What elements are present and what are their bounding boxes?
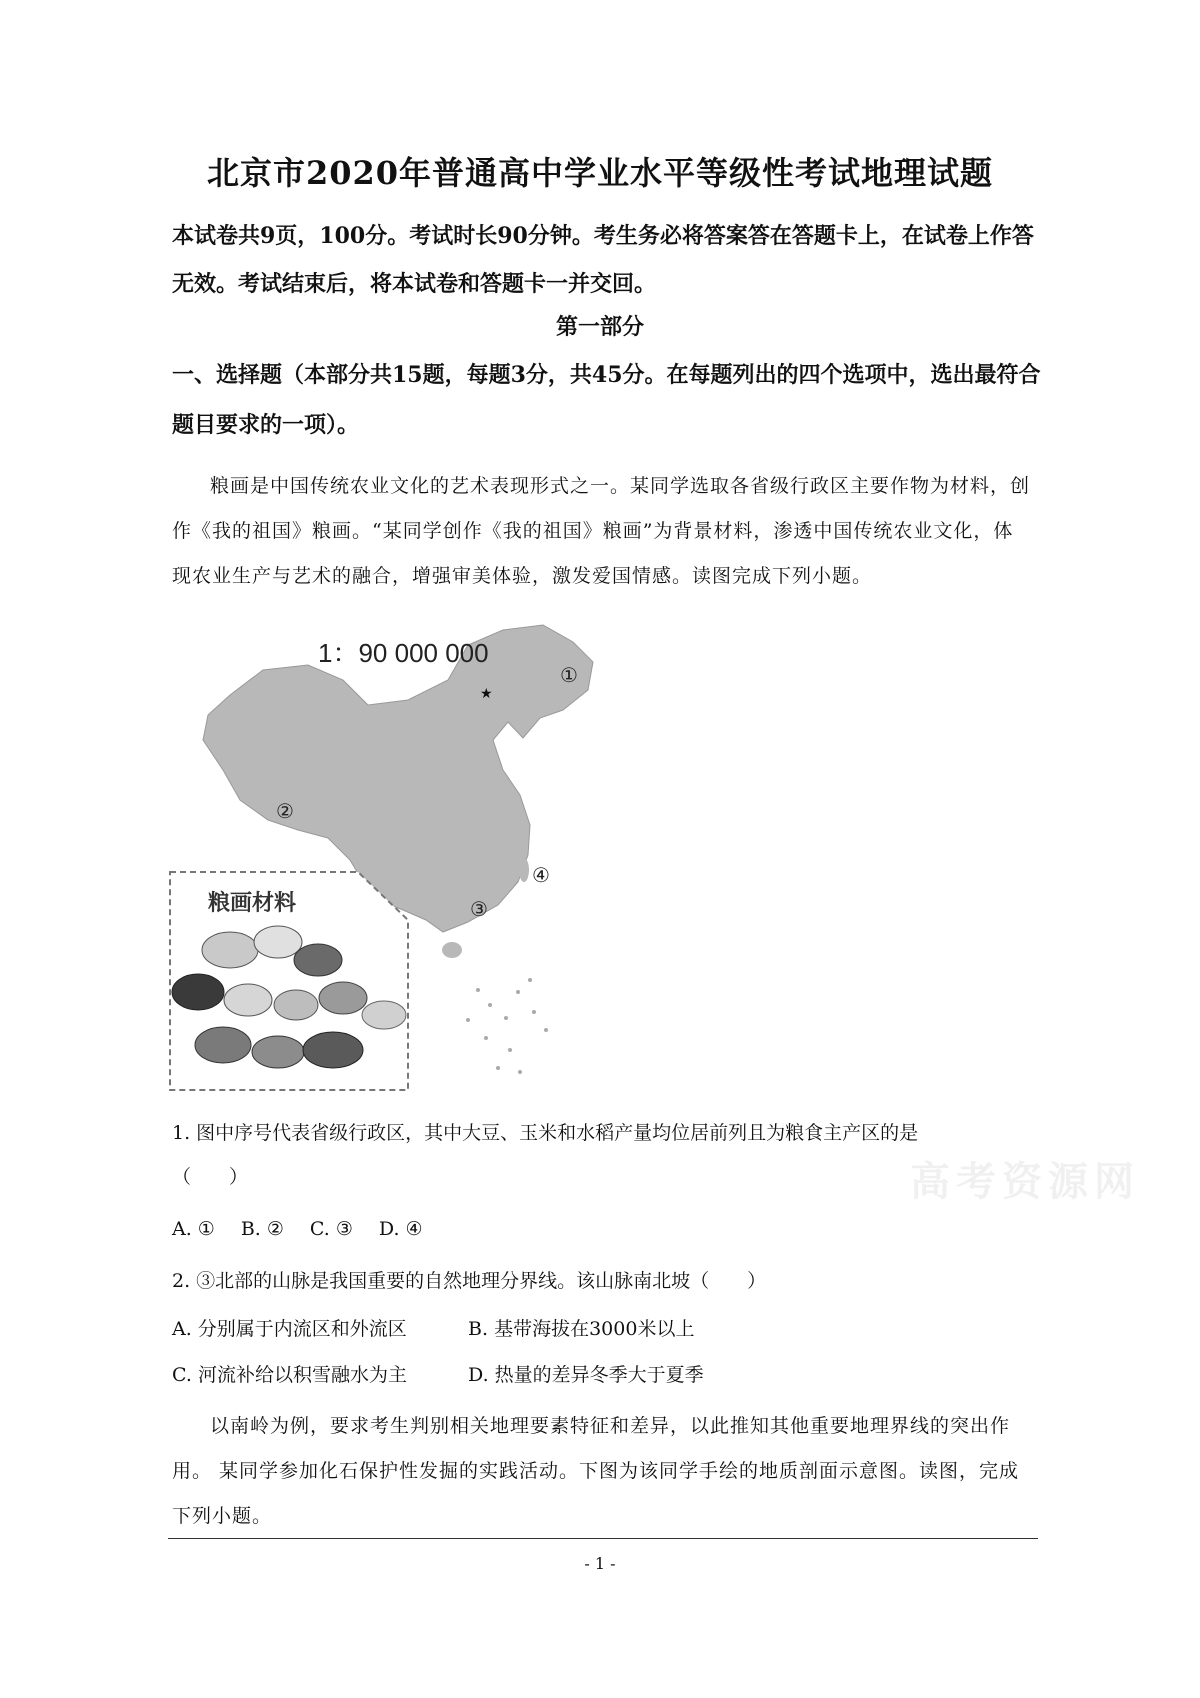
- map-marker-3: ③: [470, 897, 488, 921]
- taiwan-island-shape: [519, 858, 529, 882]
- q1-option-a: A. ①: [172, 1218, 215, 1240]
- passage-grain-painting: 粮画是中国传统农业文化的艺术表现形式之一。某同学选取各省级行政区主要作物为材料，创作《我的祖国》粮画。“某同学创作《我的祖国》粮画”为背景材料，渗透中国传统农业文化，体现农业生产与艺术的融合，增强审美体验，激发爱国情感。读图完成下列小题。: [172, 475, 1031, 587]
- passage-fossil-excavation: 以南岭为例，要求考生判别相关地理要素特征和差异，以此推知其他重要地理界线的突出作用。 某同学参加化石保护性发掘的实践活动。下图为该同学手绘的地质剖面示意图。读图，完成下列小题。: [172, 1415, 1020, 1527]
- question-2-options-row-1: [172, 1314, 694, 1341]
- capital-star-icon: ★: [480, 686, 493, 702]
- q2-option-a: A. 分别属于内流区和外流区: [172, 1318, 407, 1340]
- grain-materials-inset: [170, 872, 408, 1090]
- page-number: - 1 -: [584, 1554, 616, 1573]
- part-heading: 第一部分: [555, 314, 644, 340]
- q1-option-b: B. ②: [240, 1218, 284, 1240]
- map-marker-2: ②: [276, 799, 294, 823]
- section-heading: 一、选择题（本部分共15题，每题3分，共45分。在每题列出的四个选项中，选出最符合题目要求的一项）。: [172, 362, 1041, 438]
- china-map-figure: [168, 620, 728, 1100]
- exam-instructions: 本试卷共9页，100分。考试时长90分钟。考生务必将答案答在答题卡上，在试卷上作答无效。考试结束后，将本试卷和答题卡一并交回。: [172, 223, 1034, 297]
- hainan-island-shape: [442, 942, 462, 958]
- question-2-options-row-2: [172, 1360, 704, 1387]
- map-scale: 1：90 000 000: [318, 638, 489, 668]
- q1-option-c: C. ③: [309, 1218, 353, 1240]
- map-marker-1: ①: [560, 663, 578, 687]
- q1-option-d: D. ④: [378, 1218, 423, 1240]
- q2-option-b: B. 基带海拔在3000米以上: [468, 1318, 695, 1340]
- page-title: 北京市2020年普通高中学业水平等级性考试地理试题: [206, 154, 994, 192]
- question-2-stem: 2. ③北部的山脉是我国重要的自然地理分界线。该山脉南北坡（ ）: [172, 1270, 767, 1292]
- question-1-stem: 1. 图中序号代表省级行政区，其中大豆、玉米和水稻产量均位居前列且为粮食主产区的是: [172, 1122, 919, 1144]
- watermark: 高考资源网: [910, 1158, 1140, 1205]
- question-1-options: [172, 1218, 423, 1240]
- q2-option-d: D. 热量的差异冬季大于夏季: [468, 1364, 704, 1386]
- q2-option-c: C. 河流补给以积雪融水为主: [172, 1364, 407, 1386]
- question-1-answer-blank: （ ）: [172, 1166, 249, 1188]
- south-sea-islands: [466, 978, 548, 1074]
- inset-label: 粮画材料: [208, 890, 297, 916]
- footer-divider: [168, 1538, 1038, 1539]
- map-marker-4: ④: [532, 863, 550, 887]
